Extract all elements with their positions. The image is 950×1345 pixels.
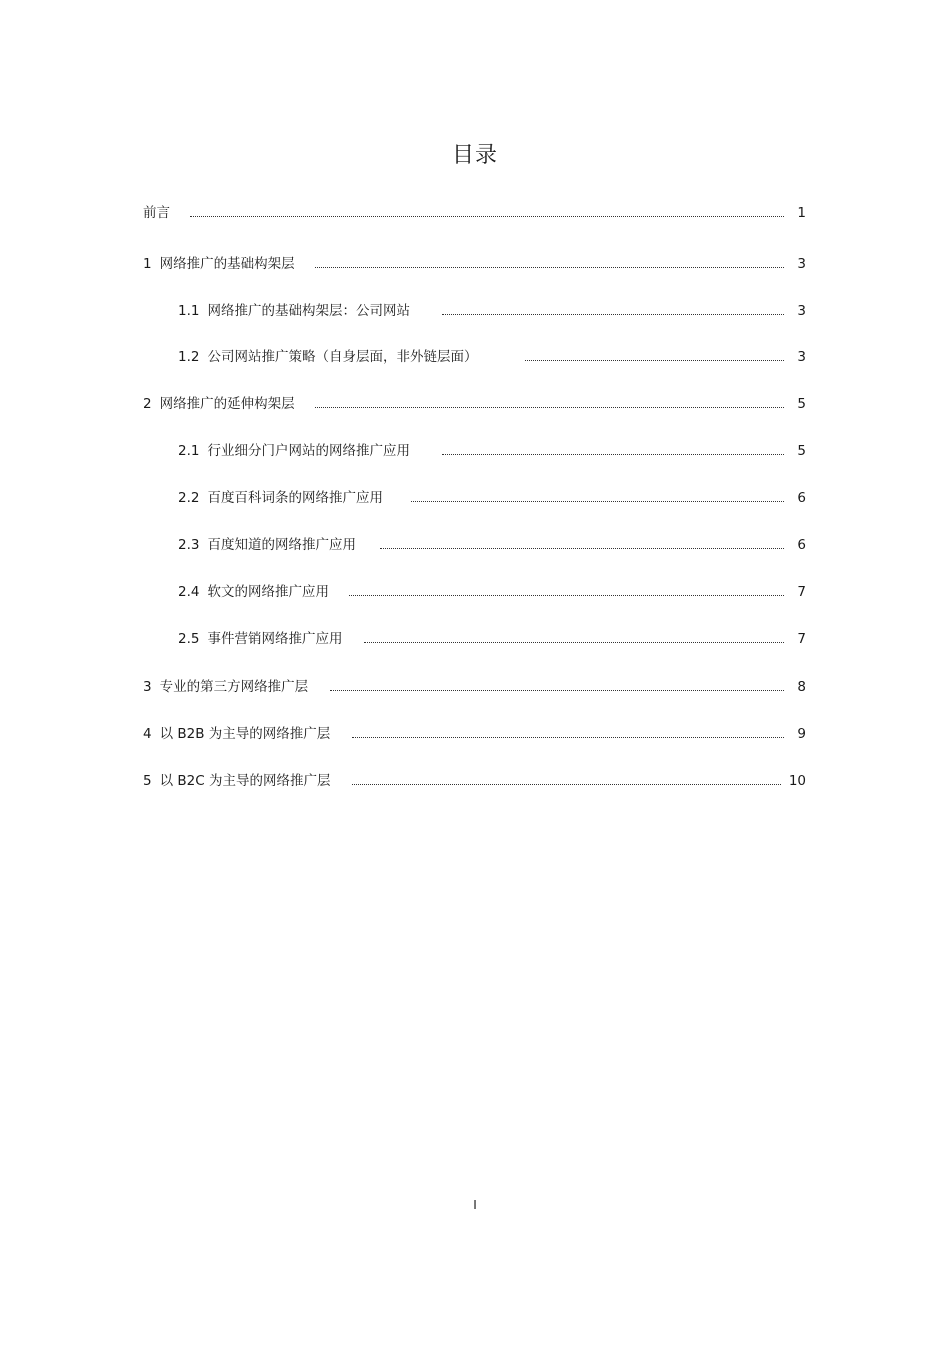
toc-entry-text (143, 724, 338, 744)
toc-leader-dots (442, 441, 784, 461)
toc-entry-number: 1.2 (178, 349, 200, 365)
toc-entry-preface[interactable] (143, 203, 806, 223)
toc-entry-text (178, 535, 364, 555)
toc-entry-text (178, 347, 485, 367)
toc-entry-text (178, 488, 391, 508)
toc-entry-2-5[interactable] (178, 629, 806, 649)
toc-entry-label: 以 B2B 为主导的网络推广层 (159, 726, 331, 742)
toc-entry-page: 5 (797, 396, 806, 412)
toc-entry-text (143, 254, 303, 274)
toc-entry-text (143, 394, 303, 414)
toc-entry-text (178, 441, 418, 461)
toc-entry-label: 行业细分门户网站的网络推广应用 (207, 443, 410, 459)
toc-entry-label: 网络推广的基础构架层 (159, 256, 295, 272)
footer-page-number: I (473, 1198, 477, 1212)
toc-entry-2-4[interactable] (178, 582, 806, 602)
toc-leader-dots (352, 724, 784, 744)
toc-entry-label: 网络推广的基础构架层：公司网站 (207, 303, 410, 319)
toc-entry-page: 3 (797, 349, 806, 365)
toc-entry-1-2[interactable] (178, 347, 806, 367)
toc-entry-label: 百度百科词条的网络推广应用 (207, 490, 383, 506)
toc-entry-2[interactable] (143, 394, 806, 414)
toc-entry-page: 6 (797, 490, 806, 506)
toc-entry-label: 网络推广的延伸构架层 (159, 396, 295, 412)
toc-entry-1-1[interactable] (178, 301, 806, 321)
toc-leader-dots (315, 254, 784, 274)
toc-entry-text (178, 582, 337, 602)
toc-entry-text (178, 629, 350, 649)
toc-entry-2-1[interactable] (178, 441, 806, 461)
toc-entry-label: 软文的网络推广应用 (207, 584, 329, 600)
toc-leader-dots (352, 771, 780, 791)
toc-leader-dots (190, 203, 784, 223)
toc-entry-number: 2.2 (178, 490, 200, 506)
toc-entry-number: 2 (143, 396, 152, 412)
toc-entry-4[interactable] (143, 724, 806, 744)
toc-entry-page: 10 (788, 773, 806, 789)
toc-entry-page: 7 (797, 584, 806, 600)
toc-entry-number: 4 (143, 726, 152, 742)
toc-entry-5[interactable] (143, 771, 806, 791)
toc-entry-page: 7 (797, 631, 806, 647)
toc-leader-dots (330, 677, 784, 697)
toc-entry-number: 1 (143, 256, 152, 272)
toc-entry-label: 百度知道的网络推广应用 (207, 537, 356, 553)
toc-entry-number: 2.1 (178, 443, 200, 459)
toc-entry-2-3[interactable] (178, 535, 806, 555)
toc-entry-text (143, 677, 316, 697)
toc-entry-label: 前言 (143, 205, 170, 221)
toc-entry-page: 8 (797, 679, 806, 695)
toc-entry-number: 1.1 (178, 303, 200, 319)
toc-leader-dots (525, 347, 784, 367)
toc-entry-2-2[interactable] (178, 488, 806, 508)
toc-leader-dots (380, 535, 784, 555)
toc-entry-label: 公司网站推广策略（自身层面，非外链层面） (207, 349, 478, 365)
toc-leader-dots (442, 301, 784, 321)
toc-entry-page: 1 (797, 205, 806, 221)
toc-entry-number: 2.4 (178, 584, 200, 600)
toc-entry-label: 专业的第三方网络推广层 (159, 679, 309, 695)
toc-leader-dots (315, 394, 784, 414)
toc-entry-number: 3 (143, 679, 152, 695)
toc-entry-page: 3 (797, 303, 806, 319)
toc-leader-dots (364, 629, 784, 649)
toc-entry-3[interactable] (143, 677, 806, 697)
toc-entry-number: 5 (143, 773, 152, 789)
toc-entry-text (178, 301, 418, 321)
toc-entry-page: 5 (797, 443, 806, 459)
toc-leader-dots (349, 582, 784, 602)
toc-title: 目录 (451, 143, 498, 168)
toc-leader-dots (411, 488, 784, 508)
toc-entry-1[interactable] (143, 254, 806, 274)
toc-entry-label: 事件营销网络推广应用 (207, 631, 343, 647)
toc-entry-label: 以 B2C 为主导的网络推广层 (159, 773, 331, 789)
toc-entry-number: 2.5 (178, 631, 200, 647)
toc-entry-number: 2.3 (178, 537, 200, 553)
toc-entry-page: 3 (797, 256, 806, 272)
toc-entry-text (143, 771, 338, 791)
toc-entry-page: 9 (797, 726, 806, 742)
toc-entry-page: 6 (797, 537, 806, 553)
toc-entry-text (143, 203, 178, 223)
